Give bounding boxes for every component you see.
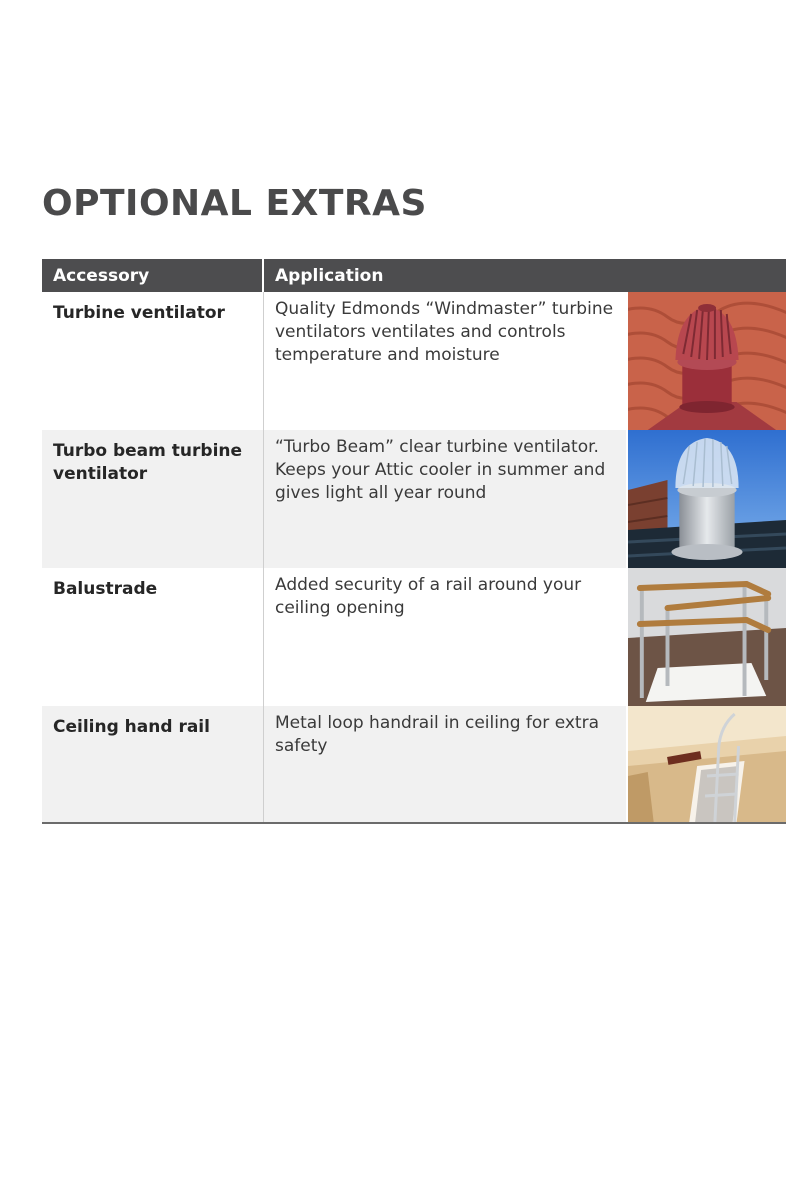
header-accessory: Accessory [42, 259, 264, 292]
accessory-name: Turbine ventilator [42, 292, 264, 430]
table-row [42, 292, 786, 430]
accessory-name: Balustrade [42, 568, 264, 706]
table-row [42, 706, 786, 824]
page-title: OPTIONAL EXTRAS [42, 183, 427, 224]
turbine-ventilator-photo [626, 292, 786, 430]
optional-extras-table [42, 259, 786, 824]
ceiling-hand-rail-photo [626, 706, 786, 822]
ceiling-hand-rail-image [628, 706, 786, 822]
balustrade-photo [626, 568, 786, 706]
table-header-row [42, 259, 786, 292]
turbo-beam-image [628, 430, 786, 568]
application-text: “Turbo Beam” clear turbine ventilator. Keeps your Attic cooler in summer and gives light all year round [264, 430, 626, 568]
table-row [42, 568, 786, 706]
turbine-ventilator-image [628, 292, 786, 430]
accessory-name: Turbo beam turbine ventilator [42, 430, 264, 568]
application-text: Metal loop handrail in ceiling for extra safety [264, 706, 626, 822]
application-text: Added security of a rail around your ceiling opening [264, 568, 626, 706]
table-row [42, 430, 786, 568]
application-text: Quality Edmonds “Windmaster” turbine ventilators ventilates and controls temperature and moisture [264, 292, 626, 430]
balustrade-image [628, 568, 786, 706]
accessory-name: Ceiling hand rail [42, 706, 264, 822]
turbo-beam-photo [626, 430, 786, 568]
header-application: Application [275, 265, 384, 286]
